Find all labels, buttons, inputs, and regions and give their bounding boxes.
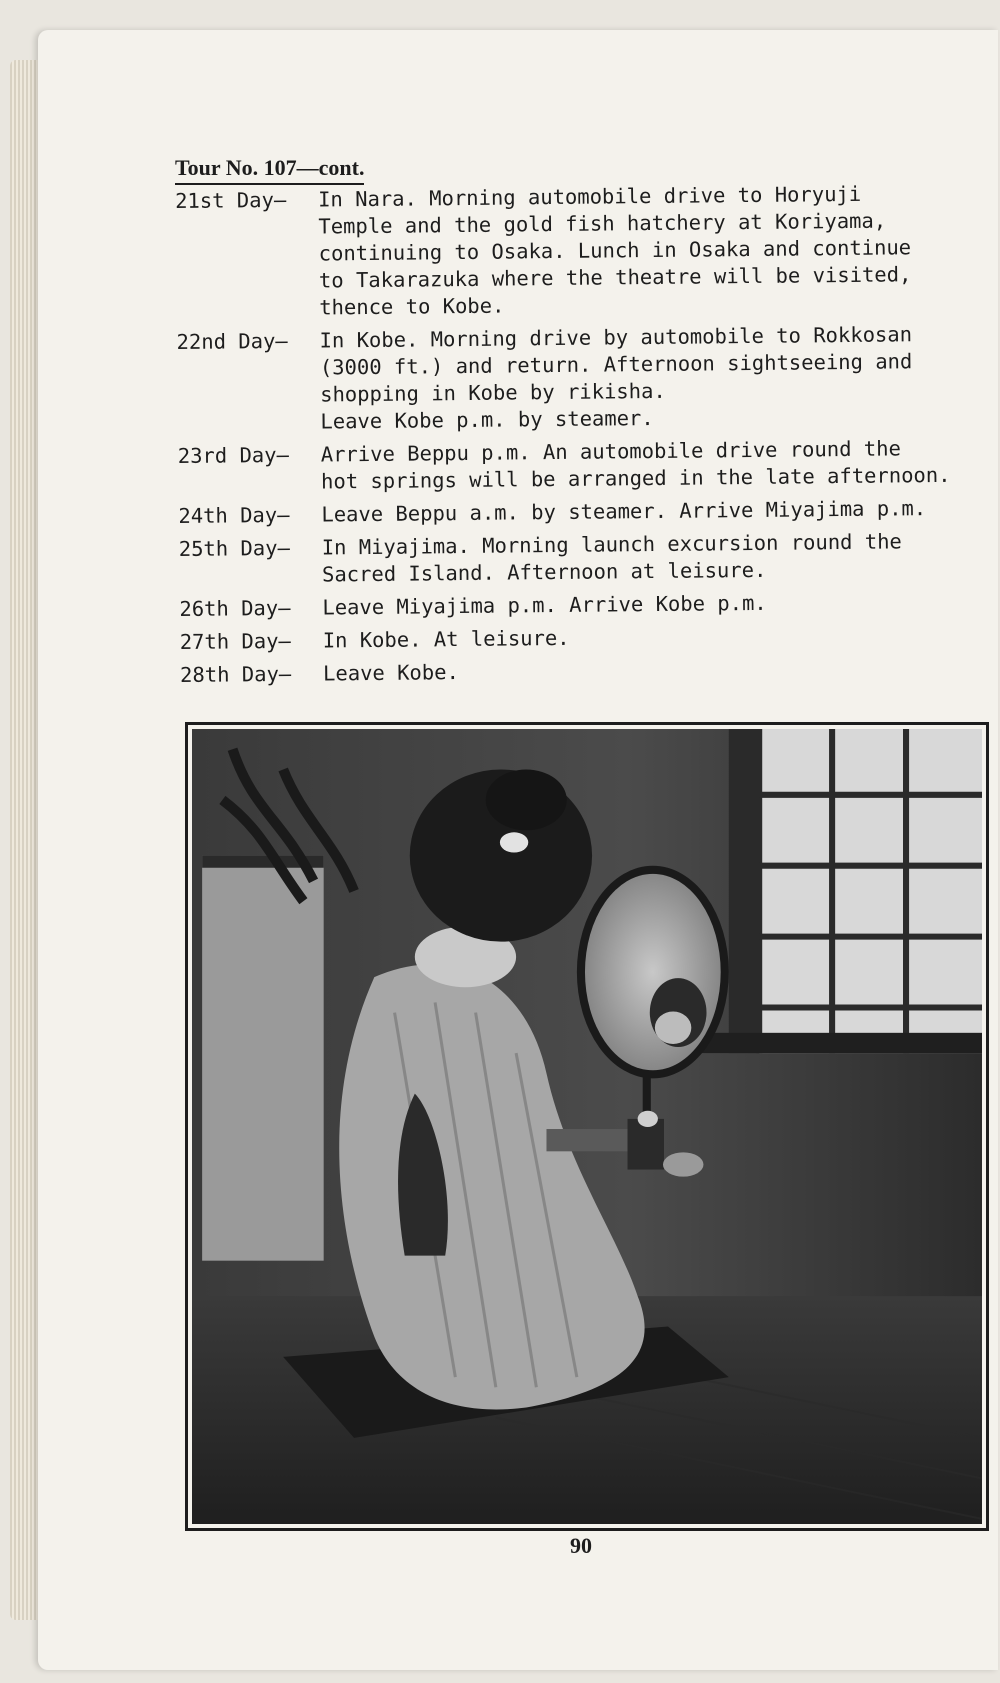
day-description <box>322 588 979 622</box>
day-entry <box>180 654 980 689</box>
desc-line: Leave Kobe. <box>322 660 459 686</box>
page-header: Tour No. 107—cont. <box>175 155 364 185</box>
day-label: 26th Day— <box>179 595 291 621</box>
day-entry <box>179 588 979 623</box>
day-label: 22nd Day— <box>176 328 288 354</box>
day-label: 27th Day— <box>179 628 291 654</box>
day-label: 28th Day— <box>179 661 292 687</box>
day-entry <box>178 495 978 530</box>
desc-line: continuing to Osaka. Lunch in Osaka and continue <box>318 235 912 266</box>
desc-line: Leave Kobe p.m. by steamer. <box>320 406 654 434</box>
desc-line: In Kobe. At leisure. <box>322 625 570 653</box>
day-label: 24th Day— <box>178 502 290 528</box>
desc-line: Arrive Beppu p.m. An automobile drive round the <box>320 436 901 467</box>
day-entry <box>176 321 977 437</box>
desc-line: Leave Miyajima p.m. Arrive Kobe p.m. <box>322 590 767 620</box>
day-label: 23rd Day— <box>177 442 290 468</box>
day-description <box>323 621 980 655</box>
day-label: 25th Day— <box>178 535 290 561</box>
photograph-woman-at-mirror <box>192 729 982 1524</box>
desc-line: Temple and the gold fish hatchery at Koriyama, <box>318 208 887 239</box>
day-entry <box>180 621 980 656</box>
day-description <box>319 321 977 436</box>
day-description <box>321 495 978 529</box>
day-description <box>321 435 979 496</box>
desc-line: to Takarazuka where the theatre will be visited, <box>318 262 912 293</box>
desc-line: thence to Kobe. <box>319 293 505 320</box>
desc-line: hot springs will be arranged in the late afternoon. <box>320 462 951 494</box>
day-entry <box>175 180 976 323</box>
desc-line: In Miyajima. Morning launch excursion round the <box>321 529 902 560</box>
desc-line: In Nara. Morning automobile drive to Horyuji <box>318 181 862 212</box>
photo-frame <box>185 722 989 1531</box>
page-number: 90 <box>570 1533 592 1558</box>
day-entry <box>178 435 979 497</box>
desc-line: Leave Beppu a.m. by steamer. Arrive Miyajima p.m. <box>321 496 927 527</box>
day-description <box>323 654 980 688</box>
day-entry <box>179 528 980 590</box>
itinerary <box>175 180 980 695</box>
desc-line: (3000 ft.) and return. Afternoon sightseeing and <box>319 349 913 380</box>
desc-line: In Kobe. Morning drive by automobile to Rokkosan <box>319 322 913 353</box>
desc-line: shopping in Kobe by rikisha. <box>320 378 666 407</box>
day-description <box>318 180 976 322</box>
day-label: 21st Day— <box>175 187 287 213</box>
day-description <box>322 528 980 589</box>
desc-line: Sacred Island. Afternoon at leisure. <box>321 557 767 587</box>
